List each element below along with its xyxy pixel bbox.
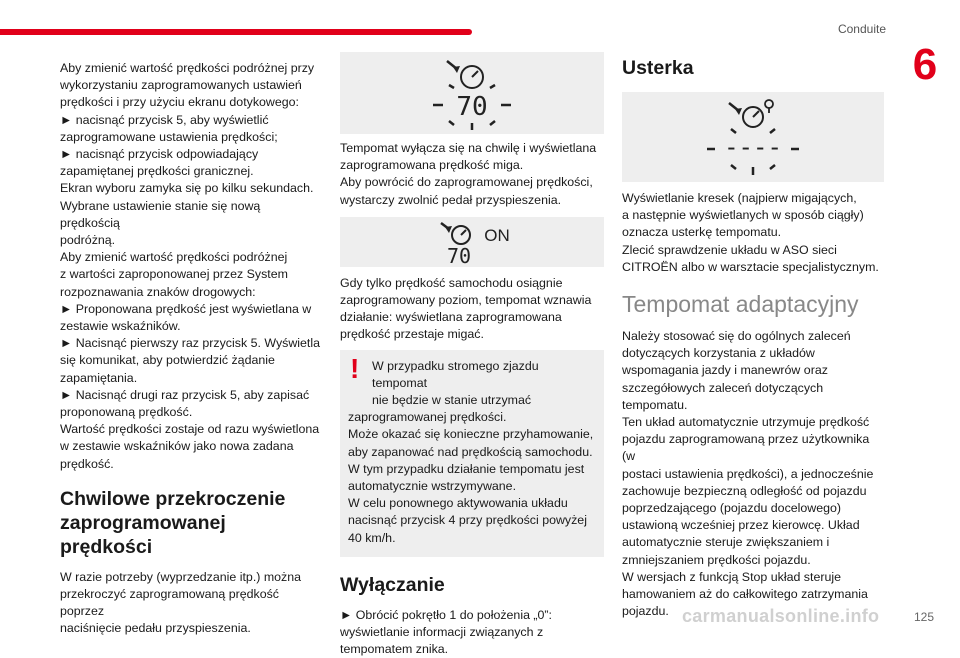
- text-line: przekroczyć zaprogramowaną prędkość poprzez: [60, 587, 279, 619]
- warning-box: [340, 350, 604, 557]
- text-line: zapamiętanej prędkości granicznej.: [60, 164, 254, 179]
- text-line: W przypadku stromego zjazdu tempomat: [372, 358, 539, 390]
- text-line: ► nacisnąć przycisk 5, aby wyświetlić: [60, 112, 269, 127]
- text-line: Aby powrócić do zaprogramowanej prędkości,: [340, 175, 593, 190]
- text-line: zestawie wskaźników.: [60, 319, 181, 334]
- text-line: Aby zmienić wartość prędkości podróżnej: [60, 250, 288, 265]
- text-line: tempomatem znika.: [340, 642, 449, 657]
- text-line: wystarczy zwolnić pedał przyspieszenia.: [340, 192, 562, 207]
- text-line: naciśnięcie pedału przyspieszenia.: [60, 621, 251, 636]
- fault-dashes: ----: [724, 133, 782, 161]
- col2-switch-off-text: [340, 607, 604, 658]
- text-line: zaprogramowane ustawienia prędkości;: [60, 129, 278, 144]
- speed-digits-2: 70: [446, 243, 472, 265]
- speed-digits: 70: [456, 92, 488, 122]
- text-line: rozpoznawania znaków drogowych:: [60, 284, 256, 299]
- text-line: Może okazać się konieczne przyhamowanie,: [348, 427, 594, 442]
- text-line: hamowaniem aż do całkowitego zatrzymania: [622, 587, 868, 602]
- text-line: Należy stosować się do ogólnych zaleceń: [622, 329, 851, 344]
- speedometer-on-icon: [427, 219, 517, 265]
- text-line: a następnie wyświetlanych w sposób ciągły): [622, 208, 864, 223]
- text-line: W razie potrzeby (wyprzedzanie itp.) można: [60, 569, 302, 584]
- text-line: Wyświetlanie kresek (najpierw migających,: [622, 191, 857, 205]
- text-line: wspomagania jazdy i manewrów oraz: [622, 363, 828, 378]
- text-line: zmniejszaniem prędkości pojazdu.: [622, 552, 811, 567]
- text-line: nacisnąć przycisk 4 przy prędkości powyżej: [348, 513, 587, 528]
- text-line: ► nacisnąć przycisk odpowiadający: [60, 147, 259, 162]
- text-line: automatycznie wstrzymywane.: [348, 479, 517, 494]
- watermark: carmanualsonline.info: [682, 606, 880, 626]
- text-line: zachowuje bezpieczną odległość od pojazdu: [622, 483, 867, 498]
- column-2: [340, 52, 604, 658]
- speedometer-fault-icon: [703, 97, 803, 177]
- on-label: ON: [484, 225, 510, 245]
- text-line: prędkości i przy użyciu ekranu dotykowego:: [60, 95, 299, 110]
- text-line: CITROËN albo w warsztacie specjalistycznym.: [622, 259, 879, 274]
- text-line: pojazdu.: [622, 604, 669, 619]
- text-line: działanie: wyświetlana zaprogramowana: [340, 310, 562, 325]
- text-line: Ten układ automatycznie utrzymuje prędkość: [622, 415, 870, 430]
- text-line: automatycznie steruje zwiększaniem i: [622, 535, 830, 550]
- col2-paragraph-2: [340, 275, 604, 344]
- figure-cruise-blinking: [340, 52, 604, 134]
- text-line: zapamiętania.: [60, 370, 138, 385]
- figure-fault: [622, 92, 884, 182]
- text-line: ustawioną wcześniej przez kierowcę. Układ: [622, 518, 860, 533]
- text-line: ► Nacisnąć drugi raz przycisk 5, aby zapisać: [60, 387, 310, 402]
- heading-temporary-override: Chwilowe przekroczenie zaprogramowanej prędkości: [60, 487, 286, 558]
- text-line: Wartość prędkości zostaje od razu wyświetlona: [60, 422, 320, 437]
- text-line: podróżną.: [60, 233, 116, 248]
- col1-paragraph: [60, 569, 322, 638]
- text-line: 40 km/h.: [348, 530, 396, 545]
- column-3: [622, 52, 884, 620]
- figure-cruise-on: [340, 217, 604, 267]
- text-line: Tempomat wyłącza się na chwilę i wyświetlana: [340, 141, 597, 155]
- text-line: Ekran wyboru zamyka się po kilku sekundach.: [60, 181, 314, 196]
- text-line: Aby zmienić wartość prędkości podróżnej przy: [60, 61, 315, 75]
- text-line: ► Nacisnąć pierwszy raz przycisk 5. Wyświetla: [60, 336, 321, 351]
- text-line: pojazdu zaprogramowaną przez użytkownika (w: [622, 432, 870, 464]
- text-line: aby zapanować nad prędkością samochodu.: [348, 444, 593, 459]
- text-line: dotyczących korzystania z układów: [622, 346, 815, 361]
- text-line: oznacza usterkę tempomatu.: [622, 225, 782, 240]
- top-accent-bar: [0, 29, 472, 35]
- col3-paragraph-2: [622, 328, 884, 620]
- text-line: się komunikat, aby potwierdzić żądanie: [60, 353, 275, 368]
- text-line: W celu ponownego aktywowania układu: [348, 496, 568, 511]
- text-line: szczegółowych zaleceń dotyczących: [622, 380, 824, 395]
- text-line: Zlecić sprawdzenie układu w ASO sieci: [622, 242, 837, 257]
- text-line: Wybrane ustawienie stanie się nową prędkością: [60, 198, 261, 230]
- text-line: z wartości zaproponowanej przez System: [60, 267, 288, 282]
- col3-paragraph-1: [622, 190, 884, 276]
- page-number: 125: [913, 610, 934, 624]
- warning-text: [348, 358, 596, 547]
- speedometer-icon: [427, 55, 517, 131]
- text-line: zaprogramowanej prędkości.: [348, 410, 507, 425]
- column-1: [60, 60, 322, 638]
- text-line: W wersjach z funkcją Stop układ steruje: [622, 569, 841, 584]
- text-line: wyświetlanie informacji związanych z: [340, 625, 544, 640]
- text-line: nie będzie w stanie utrzymać: [372, 393, 532, 408]
- text-line: tempomatu.: [622, 397, 688, 412]
- heading-switch-off: Wyłączanie: [340, 573, 445, 596]
- text-line: proponowaną prędkość.: [60, 405, 193, 420]
- text-line: poprzedzającego (pojazdu docelowego): [622, 501, 842, 516]
- text-line: prędkość przestaje migać.: [340, 327, 484, 342]
- text-line: postaci ustawienia prędkości), a jednocześnie: [622, 466, 874, 481]
- col1-text: [60, 60, 322, 473]
- text-line: W tym przypadku działanie tempomatu jest: [348, 461, 585, 476]
- text-line: prędkość.: [60, 456, 114, 471]
- text-line: zaprogramowana prędkość miga.: [340, 158, 524, 173]
- text-line: ► Obrócić pokrętło 1 do położenia „0”:: [340, 607, 552, 622]
- heading-fault: Usterka: [622, 57, 694, 79]
- col2-paragraph-1: [340, 140, 604, 209]
- text-line: w zestawie wskaźników jako nowa zadana: [60, 439, 294, 454]
- chapter-number: 6: [912, 40, 938, 89]
- section-title: Conduite: [837, 22, 886, 36]
- heading-adaptive-cruise: Tempomat adaptacyjny: [622, 291, 859, 318]
- text-line: ► Proponowana prędkość jest wyświetlana w: [60, 301, 312, 316]
- warning-icon: !: [350, 352, 360, 384]
- text-line: Gdy tylko prędkość samochodu osiągnie: [340, 275, 563, 290]
- text-line: wykorzystaniu zaprogramowanych ustawień: [60, 78, 302, 93]
- text-line: zaprogramowany poziom, tempomat wznawia: [340, 293, 592, 308]
